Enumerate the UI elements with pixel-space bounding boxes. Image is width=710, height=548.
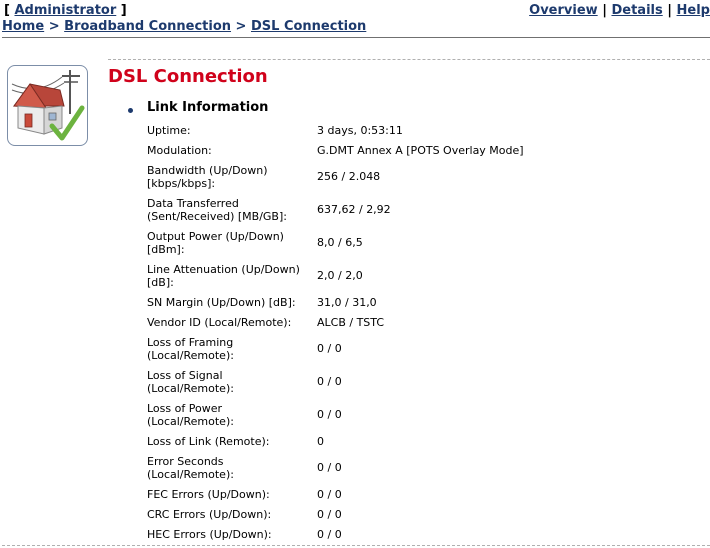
nav-separator: | xyxy=(667,3,672,18)
house-connected-icon xyxy=(7,65,88,146)
administrator-link[interactable]: Administrator xyxy=(14,3,117,18)
row-value: 256 / 2.048 xyxy=(317,170,381,183)
title-divider xyxy=(108,59,710,60)
row-label: Loss of Framing (Local/Remote): xyxy=(147,336,234,362)
breadcrumb-home[interactable]: Home xyxy=(2,19,45,34)
row-label: Loss of Signal (Local/Remote): xyxy=(147,369,234,395)
row-label: Loss of Link (Remote): xyxy=(147,435,270,448)
row-value: 0 / 0 xyxy=(317,508,342,521)
row-label: Modulation: xyxy=(147,144,212,157)
row-value: ALCB / TSTC xyxy=(317,316,385,329)
row-value: 0 / 0 xyxy=(317,342,342,355)
row-label: Bandwidth (Up/Down) [kbps/kbps]: xyxy=(147,164,268,190)
details-link[interactable]: Details xyxy=(611,3,663,18)
row-value: 3 days, 0:53:11 xyxy=(317,124,403,137)
top-nav xyxy=(529,3,710,18)
row-value: G.DMT Annex A [POTS Overlay Mode] xyxy=(317,144,524,157)
help-link[interactable]: Help xyxy=(676,3,710,18)
row-label: SN Margin (Up/Down) [dB]: xyxy=(147,296,296,309)
row-label: CRC Errors (Up/Down): xyxy=(147,508,272,521)
nav-separator: | xyxy=(602,3,607,18)
row-value: 0 / 0 xyxy=(317,461,342,474)
row-value: 8,0 / 6,5 xyxy=(317,236,363,249)
row-value: 0 / 0 xyxy=(317,375,342,388)
user-indicator xyxy=(4,3,127,18)
row-label: Error Seconds (Local/Remote): xyxy=(147,455,234,481)
header-divider xyxy=(2,37,710,38)
row-value: 0 / 0 xyxy=(317,408,342,421)
row-value: 31,0 / 31,0 xyxy=(317,296,377,309)
breadcrumb xyxy=(2,19,366,34)
bracket-open: [ xyxy=(4,3,10,18)
bottom-divider xyxy=(2,545,710,546)
row-value: 0 / 0 xyxy=(317,488,342,501)
breadcrumb-separator: > xyxy=(48,19,60,34)
top-bar xyxy=(2,3,710,19)
row-label: Uptime: xyxy=(147,124,191,137)
row-value: 0 / 0 xyxy=(317,528,342,541)
row-value: 637,62 / 2,92 xyxy=(317,203,391,216)
breadcrumb-separator: > xyxy=(235,19,247,34)
overview-link[interactable]: Overview xyxy=(529,3,598,18)
bullet-icon xyxy=(128,108,133,113)
breadcrumb-dsl-connection[interactable]: DSL Connection xyxy=(250,19,367,34)
page-title: DSL Connection xyxy=(108,66,268,87)
row-label: Data Transferred (Sent/Received) [MB/GB]: xyxy=(147,197,287,223)
row-value: 2,0 / 2,0 xyxy=(317,269,363,282)
row-label: Output Power (Up/Down) [dBm]: xyxy=(147,230,284,256)
section-title: Link Information xyxy=(147,100,269,115)
row-value: 0 xyxy=(317,435,324,448)
house-connected-icon-graphic xyxy=(8,66,87,145)
breadcrumb-broadband-connection[interactable]: Broadband Connection xyxy=(64,19,232,34)
bracket-close: ] xyxy=(120,3,127,18)
row-label: FEC Errors (Up/Down): xyxy=(147,488,270,501)
row-label: Vendor ID (Local/Remote): xyxy=(147,316,292,329)
row-label: HEC Errors (Up/Down): xyxy=(147,528,272,541)
row-label: Loss of Power (Local/Remote): xyxy=(147,402,234,428)
row-label: Line Attenuation (Up/Down) [dB]: xyxy=(147,263,300,289)
